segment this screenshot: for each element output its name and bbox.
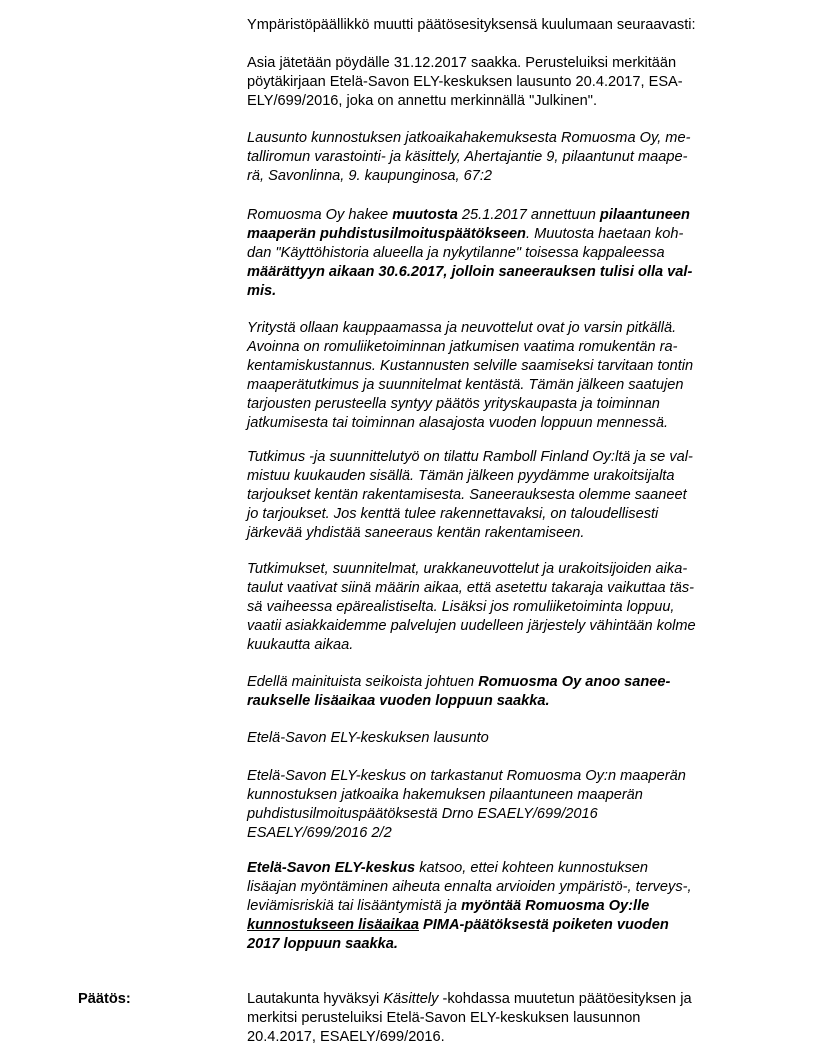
decision-text: -kohdassa muutetun päätöesityksen ja bbox=[438, 991, 692, 1007]
schedule-paragraph bbox=[247, 560, 747, 655]
research-line-2: mistuu kuukauden sisällä. Tämän jälkeen pyydämme urakoitsijalta bbox=[247, 468, 675, 484]
schedule-line-4: vaatii asiakkaidemme palvelujen uudelleen järjestely vähintään kolme bbox=[247, 618, 696, 634]
application-paragraph bbox=[247, 206, 747, 301]
decision-line-1 bbox=[247, 990, 747, 1009]
ely-review-line-2: kunnostuksen jatkoaika hakemuksen pilaantuneen maaperän bbox=[247, 787, 643, 803]
company-sale-line-4: maaperätutkimus ja suunnitelmat kentästä. Tämän jälkeen saatujen bbox=[247, 377, 684, 393]
ely-decision-line-5: 2017 loppuun saakka. bbox=[247, 936, 398, 952]
ely-decision-line-1 bbox=[247, 859, 747, 878]
company-sale-paragraph bbox=[247, 319, 747, 433]
application-text: 25.1.2017 annettuun bbox=[457, 207, 600, 223]
tabling-line-2: pöytäkirjaan Etelä-Savon ELY-keskuksen lausunto 20.4.2017, ESA- bbox=[247, 74, 683, 90]
schedule-line-5: kuukautta aikaa. bbox=[247, 637, 354, 653]
application-emphasis: muutosta bbox=[392, 207, 458, 223]
schedule-line-2: taulut vaativat siinä määrin aikaa, että asetettu takaraja vaikuttaa täs- bbox=[247, 580, 694, 596]
ely-decision-line-3 bbox=[247, 897, 747, 916]
company-sale-line-5: tarjousten perusteella syntyy päätös yrityskaupasta ja toiminnan bbox=[247, 396, 660, 412]
application-emphasis: pilaantuneen bbox=[599, 207, 690, 223]
ely-decision-line-4 bbox=[247, 916, 747, 935]
research-line-3: tarjoukset kentän rakentamisesta. Saneerauksesta olemme saaneet bbox=[247, 487, 687, 503]
ely-decision-text: katsoo, ettei kohteen kunnostuksen bbox=[415, 860, 649, 876]
ely-decision-emphasis: PIMA-päätöksestä poiketen vuoden bbox=[418, 917, 669, 933]
decision-italic: Käsittely bbox=[383, 991, 439, 1007]
intro-text: Ympäristöpäällikkö muutti päätösesityksensä kuulumaan seuraavasti: bbox=[247, 17, 696, 33]
decision-label: Päätös: bbox=[78, 991, 131, 1007]
company-sale-line-6: jatkumisesta tai toiminnan alasajosta vuoden loppuun mennessä. bbox=[247, 415, 669, 431]
ely-decision-emphasis: Etelä-Savon ELY-keskus bbox=[247, 860, 416, 876]
request-line-2: raukselle lisäaikaa vuoden loppuun saakka. bbox=[247, 693, 550, 709]
application-line-3: dan "Käyttöhistoria alueella ja nykytilanne" toisessa kappaleessa bbox=[247, 245, 665, 261]
application-line-2 bbox=[247, 225, 747, 244]
decision-line-2: merkitsi perusteluiksi Etelä-Savon ELY-keskuksen lausunnon bbox=[247, 1010, 641, 1026]
tabling-line-1: Asia jätetään pöydälle 31.12.2017 saakka. Perusteluiksi merkitään bbox=[247, 55, 677, 71]
decision-text: Lautakunta hyväksyi bbox=[247, 991, 384, 1007]
ely-decision-paragraph bbox=[247, 859, 747, 954]
tabling-line-3: ELY/699/2016, joka on annettu merkinnällä "Julkinen". bbox=[247, 93, 598, 109]
request-line-1 bbox=[247, 673, 747, 692]
decision-line-3: 20.4.2017, ESAELY/699/2016. bbox=[247, 1029, 445, 1045]
request-emphasis: Romuosma Oy anoo sanee- bbox=[478, 674, 671, 690]
research-line-5: järkevää yhdistää saneeraus kentän rakentamiseen. bbox=[247, 525, 585, 541]
application-text: Romuosma Oy hakee bbox=[247, 207, 393, 223]
application-line-1 bbox=[247, 206, 747, 225]
company-sale-line-3: kentamiskustannus. Kustannusten selville saamiseksi tarvitaan tontin bbox=[247, 358, 694, 374]
company-sale-line-1: Yritystä ollaan kauppaamassa ja neuvottelut ovat jo varsin pitkällä. bbox=[247, 320, 677, 336]
ely-decision-text: leviämisriskiä tai lisääntymistä ja bbox=[247, 898, 462, 914]
ely-review-line-1: Etelä-Savon ELY-keskus on tarkastanut Romuosma Oy:n maaperän bbox=[247, 768, 686, 784]
ely-statement-heading-text: Etelä-Savon ELY-keskuksen lausunto bbox=[247, 730, 489, 746]
research-line-4: jo tarjoukset. Jos kenttä tulee rakennettavaksi, on taloudellisesti bbox=[247, 506, 659, 522]
ely-review-line-3: puhdistusilmoituspäätöksestä Drno ESAELY/699/2016 bbox=[247, 806, 598, 822]
company-sale-line-2: Avoinna on romuliiketoiminnan jatkumisen vaatima romukentän ra- bbox=[247, 339, 678, 355]
intro-paragraph bbox=[247, 16, 747, 35]
tabling-paragraph bbox=[247, 54, 747, 111]
ely-review-paragraph bbox=[247, 767, 747, 843]
schedule-line-3: sä vaiheessa epärealistiselta. Lisäksi jos romuliiketoiminta loppuu, bbox=[247, 599, 675, 615]
ely-decision-line-2: lisäajan myöntäminen aiheuta ennalta arvioiden ympäristö-, terveys-, bbox=[247, 879, 692, 895]
application-line-4: määrättyyn aikaan 30.6.2017, jolloin saneerauksen tulisi olla val- bbox=[247, 264, 693, 280]
statement-heading-line-1: Lausunto kunnostuksen jatkoaikahakemuksesta Romuosma Oy, me- bbox=[247, 130, 691, 146]
ely-statement-heading bbox=[247, 729, 747, 748]
ely-decision-underlined: kunnostukseen lisäaikaa bbox=[247, 917, 419, 933]
research-line-1: Tutkimus -ja suunnittelutyö on tilattu Ramboll Finland Oy:ltä ja se val- bbox=[247, 449, 693, 465]
ely-decision-emphasis: myöntää Romuosma Oy:lle bbox=[461, 898, 650, 914]
application-emphasis: maaperän puhdistusilmoituspäätökseen bbox=[247, 226, 526, 242]
schedule-line-1: Tutkimukset, suunnitelmat, urakkaneuvottelut ja urakoitsijoiden aika- bbox=[247, 561, 688, 577]
research-paragraph bbox=[247, 448, 747, 543]
application-text: . Muutosta haetaan koh- bbox=[525, 226, 684, 242]
application-line-5: mis. bbox=[247, 283, 277, 299]
decision-paragraph bbox=[247, 990, 747, 1047]
request-paragraph bbox=[247, 673, 747, 711]
request-text: Edellä mainituista seikoista johtuen bbox=[247, 674, 479, 690]
ely-review-line-4: ESAELY/699/2016 2/2 bbox=[247, 825, 392, 841]
statement-heading-line-2: talliromun varastointi- ja käsittely, Ahertajantie 9, pilaantunut maape- bbox=[247, 149, 688, 165]
statement-heading-paragraph bbox=[247, 129, 747, 186]
statement-heading-line-3: rä, Savonlinna, 9. kaupunginosa, 67:2 bbox=[247, 168, 493, 184]
